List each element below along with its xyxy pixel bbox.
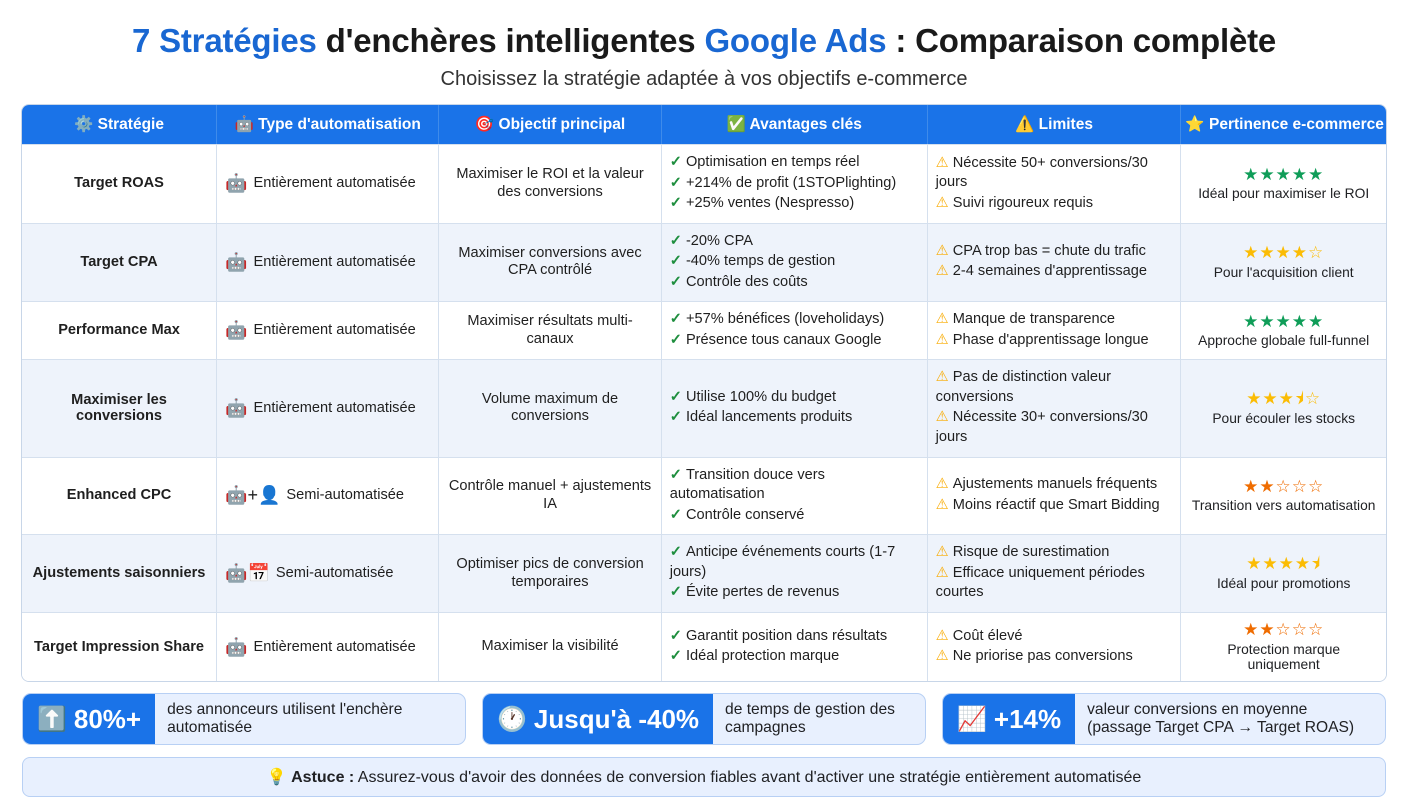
table-body	[22, 144, 1386, 681]
cell-relevance	[1181, 612, 1386, 681]
stat-value-box	[23, 694, 155, 744]
robot-icon: 🤖	[225, 397, 248, 418]
stat-card	[942, 693, 1386, 745]
relevance-text: Idéal pour promotions	[1216, 575, 1351, 591]
limit-item	[936, 408, 1173, 448]
cell-goal: Contrôle manuel + ajustements IA	[439, 457, 661, 535]
cell-limits	[928, 359, 1182, 456]
robot-icon: 🤖+👤	[225, 485, 281, 506]
advantage-item	[670, 506, 919, 527]
check-icon: ✓	[669, 154, 682, 170]
warning-icon: ⚠	[935, 476, 949, 493]
limit-text: CPA trop bas = chute du trafic	[952, 242, 1146, 259]
limit-text: 2-4 semaines d'apprentissage	[952, 263, 1148, 280]
table-row	[22, 144, 1386, 223]
limit-text: Moins réactif que Smart Bidding	[952, 496, 1160, 513]
advantage-text: Utilise 100% du budget	[685, 388, 837, 405]
limit-item	[936, 647, 1173, 668]
advantage-item	[670, 273, 919, 294]
cell-limits	[928, 144, 1182, 223]
limit-text: Efficace uniquement périodes courtes	[935, 564, 1145, 601]
warning-icon: ⚠	[935, 369, 949, 386]
advantage-text: -20% CPA	[685, 232, 753, 249]
title-part-2: d'enchères intelligentes	[316, 22, 705, 59]
advantage-item	[670, 252, 919, 273]
column-header-automation: 🤖 Type d'automatisation	[217, 105, 439, 144]
cell-goal: Maximiser conversions avec CPA contrôlé	[439, 223, 661, 302]
limit-text: Coût élevé	[952, 627, 1023, 644]
page-subtitle: Choisissez la stratégie adaptée à vos objectifs e-commerce	[440, 68, 968, 90]
warning-icon: ⚠	[935, 564, 949, 581]
limit-item	[936, 475, 1173, 496]
limit-text: Nécessite 50+ conversions/30 jours	[935, 154, 1148, 191]
cell-automation	[217, 223, 439, 302]
advantage-text: -40% temps de gestion	[685, 253, 836, 270]
advantage-text: Contrôle des coûts	[685, 273, 808, 290]
cell-strategy: Target CPA	[22, 223, 217, 302]
cell-strategy: Maximiser les conversions	[22, 359, 217, 456]
cell-advantages	[662, 457, 928, 535]
cell-goal: Volume maximum de conversions	[439, 359, 661, 456]
robot-icon: 🤖	[225, 251, 248, 272]
table-header-row	[22, 105, 1386, 144]
lightbulb-icon: 💡	[266, 769, 287, 787]
cell-automation	[217, 534, 439, 612]
cell-advantages	[662, 359, 928, 456]
stat-icon: 🕐	[497, 705, 527, 733]
warning-icon: ⚠	[935, 331, 949, 348]
star-rating: ★★☆☆☆	[1243, 476, 1325, 496]
warning-icon: ⚠	[935, 263, 949, 280]
star-rating: ★★★★★	[1243, 164, 1325, 184]
limit-text: Pas de distinction valeur conversions	[935, 369, 1111, 405]
cell-limits	[928, 223, 1182, 302]
advantage-item	[670, 388, 919, 409]
cell-strategy: Enhanced CPC	[22, 457, 217, 535]
title-part-1: 7 Stratégies	[131, 22, 317, 59]
stat-label: des annonceurs utilisent l'enchère automatisée	[167, 700, 403, 737]
column-header-goal: 🎯 Objectif principal	[439, 105, 661, 144]
advantage-item	[670, 647, 919, 668]
robot-icon: 🤖	[225, 173, 248, 194]
cell-automation	[217, 144, 439, 223]
check-icon: ✓	[669, 232, 682, 249]
stat-value: 80%+	[73, 703, 142, 734]
relevance-text: Protection marque uniquement	[1227, 641, 1341, 673]
check-icon: ✓	[669, 331, 682, 348]
cell-advantages	[662, 301, 928, 359]
check-icon: ✓	[669, 253, 682, 270]
cell-relevance	[1181, 359, 1386, 456]
automation-label: Entièrement automatisée	[253, 399, 416, 416]
stat-icon: 📈	[957, 705, 987, 733]
stat-value-box	[483, 694, 713, 744]
warning-icon: ⚠	[935, 627, 949, 644]
cell-goal: Optimiser pics de conversion temporaires	[439, 534, 661, 612]
limit-item	[936, 331, 1173, 352]
check-icon: ✓	[669, 584, 682, 601]
warning-icon: ⚠	[935, 409, 949, 426]
check-icon: ✓	[669, 627, 682, 644]
column-header-limits: ⚠️ Limites	[928, 105, 1182, 144]
advantage-item	[670, 194, 919, 215]
tip-text: Assurez-vous d'avoir des données de conversion fiables avant d'activer une stratégie entièrement automatisée	[354, 769, 1142, 787]
limit-item	[936, 154, 1173, 194]
cell-relevance	[1181, 223, 1386, 302]
robot-icon: 🤖	[225, 636, 248, 657]
cell-advantages	[662, 144, 928, 223]
warning-icon: ⚠	[935, 242, 949, 259]
advantage-item	[670, 408, 919, 429]
column-header-strategy: ⚙️ Stratégie	[22, 105, 217, 144]
cell-advantages	[662, 612, 928, 681]
limit-text: Ne priorise pas conversions	[952, 648, 1133, 665]
limit-item	[936, 496, 1173, 517]
check-icon: ✓	[669, 174, 682, 191]
tip-label: Astuce :	[291, 769, 355, 787]
advantage-item	[670, 153, 919, 174]
advantage-text: Anticipe événements courts (1-7 jours)	[669, 544, 896, 580]
advantage-text: +214% de profit (1STOPlighting)	[685, 174, 897, 191]
automation-label: Entièrement automatisée	[253, 638, 416, 655]
cell-automation	[217, 457, 439, 535]
limit-text: Phase d'apprentissage longue	[952, 331, 1149, 348]
cell-strategy: Performance Max	[22, 301, 217, 359]
column-header-relevance: ⭐ Pertinence e-commerce	[1181, 105, 1386, 144]
advantage-item	[670, 583, 919, 604]
advantage-text: Optimisation en temps réel	[685, 154, 860, 170]
cell-limits	[928, 301, 1182, 359]
star-rating: ★★★⯨☆	[1246, 389, 1322, 409]
robot-icon: 🤖	[225, 320, 248, 341]
cell-strategy: Target ROAS	[22, 144, 217, 223]
warning-icon: ⚠	[935, 496, 949, 513]
title-part-4: : Comparaison complète	[886, 22, 1277, 59]
check-icon: ✓	[669, 409, 682, 426]
advantage-text: Garantit position dans résultats	[685, 627, 888, 644]
automation-label: Entièrement automatisée	[253, 253, 416, 270]
automation-label: Semi-automatisée	[286, 487, 405, 504]
table-row	[22, 534, 1386, 612]
star-rating: ★★★★☆	[1243, 243, 1325, 263]
relevance-text: Transition vers automatisation	[1191, 498, 1376, 514]
cell-limits	[928, 612, 1182, 681]
check-icon: ✓	[669, 544, 682, 561]
warning-icon: ⚠	[935, 194, 949, 211]
limit-text: Suivi rigoureux requis	[952, 194, 1094, 211]
limit-text: Ajustements manuels fréquents	[952, 476, 1158, 493]
check-icon: ✓	[669, 648, 682, 665]
advantage-text: Idéal protection marque	[685, 648, 840, 665]
automation-label: Entièrement automatisée	[253, 322, 416, 339]
star-rating: ★★☆☆☆	[1243, 619, 1325, 639]
stat-card	[482, 693, 926, 745]
warning-icon: ⚠	[935, 648, 949, 665]
limit-item	[936, 564, 1173, 604]
relevance-text: Pour écouler les stocks	[1212, 410, 1355, 426]
cell-limits	[928, 457, 1182, 535]
column-header-advantages: ✅ Avantages clés	[662, 105, 928, 144]
check-icon: ✓	[669, 273, 682, 290]
relevance-text: Pour l'acquisition client	[1213, 264, 1354, 280]
cell-goal: Maximiser la visibilité	[439, 612, 661, 681]
title-part-3: Google Ads	[704, 22, 887, 59]
check-icon: ✓	[669, 506, 682, 523]
advantage-item	[670, 232, 919, 253]
limit-item	[936, 627, 1173, 648]
cell-relevance	[1181, 301, 1386, 359]
star-rating: ★★★★★	[1243, 311, 1325, 331]
cell-relevance	[1181, 534, 1386, 612]
advantage-text: +57% bénéfices (loveholidays)	[685, 311, 885, 328]
cell-relevance	[1181, 457, 1386, 535]
warning-icon: ⚠	[935, 311, 949, 328]
table-row	[22, 223, 1386, 302]
advantage-text: Évite pertes de revenus	[685, 584, 840, 601]
limit-item	[936, 262, 1173, 283]
stats-bar	[22, 693, 1386, 745]
table-row	[22, 359, 1386, 456]
advantage-text: +25% ventes (Nespresso)	[685, 195, 855, 212]
cell-goal: Maximiser le ROI et la valeur des conversions	[439, 144, 661, 223]
automation-label: Entièrement automatisée	[253, 175, 416, 192]
advantage-text: Idéal lancements produits	[685, 409, 853, 426]
cell-automation	[217, 359, 439, 456]
table-row	[22, 301, 1386, 359]
warning-icon: ⚠	[935, 544, 949, 561]
relevance-text: Approche globale full-funnel	[1198, 333, 1370, 349]
robot-icon: 🤖📅	[225, 563, 270, 584]
check-icon: ✓	[669, 195, 682, 212]
check-icon: ✓	[669, 311, 682, 328]
stat-value: Jusqu'à -40%	[533, 703, 700, 734]
advantage-item	[670, 174, 919, 195]
check-icon: ✓	[669, 466, 682, 483]
limit-item	[936, 194, 1173, 215]
advantage-text: Contrôle conservé	[685, 506, 805, 523]
limit-item	[936, 310, 1173, 331]
cell-strategy: Ajustements saisonniers	[22, 534, 217, 612]
cell-automation	[217, 612, 439, 681]
cell-automation	[217, 301, 439, 359]
cell-limits	[928, 534, 1182, 612]
relevance-text: Idéal pour maximiser le ROI	[1198, 186, 1370, 202]
advantage-item	[670, 331, 919, 352]
stat-card	[22, 693, 466, 745]
limit-item	[936, 543, 1173, 564]
cell-strategy: Target Impression Share	[22, 612, 217, 681]
table-row	[22, 457, 1386, 535]
automation-label: Semi-automatisée	[275, 565, 394, 582]
advantage-item	[670, 310, 919, 331]
limit-text: Nécessite 30+ conversions/30 jours	[935, 409, 1148, 446]
page-title	[22, 0, 1386, 60]
comparison-table	[22, 105, 1386, 681]
cell-advantages	[662, 223, 928, 302]
tip-banner	[22, 757, 1386, 797]
cell-goal: Maximiser résultats multi-canaux	[439, 301, 661, 359]
advantage-item	[670, 627, 919, 648]
check-icon: ✓	[669, 388, 682, 405]
cell-advantages	[662, 534, 928, 612]
stat-label: valeur conversions en moyenne (passage Target CPA → Target ROAS)	[1087, 700, 1355, 737]
stat-icon: ⬆️	[37, 705, 67, 733]
cell-relevance	[1181, 144, 1386, 223]
star-rating: ★★★★⯨	[1246, 554, 1322, 574]
stat-value: +14%	[993, 703, 1062, 734]
limit-text: Manque de transparence	[952, 311, 1116, 328]
limit-item	[936, 242, 1173, 263]
limit-text: Risque de surestimation	[952, 544, 1110, 561]
advantage-text: Présence tous canaux Google	[685, 331, 882, 348]
limit-item	[936, 368, 1173, 408]
stat-value-box	[943, 694, 1075, 744]
advantage-item	[670, 543, 919, 583]
warning-icon: ⚠	[935, 154, 949, 171]
stat-label: de temps de gestion des campagnes	[725, 700, 895, 737]
advantage-item	[670, 466, 919, 506]
table-row	[22, 612, 1386, 681]
advantage-text: Transition douce vers automatisation	[669, 466, 825, 503]
